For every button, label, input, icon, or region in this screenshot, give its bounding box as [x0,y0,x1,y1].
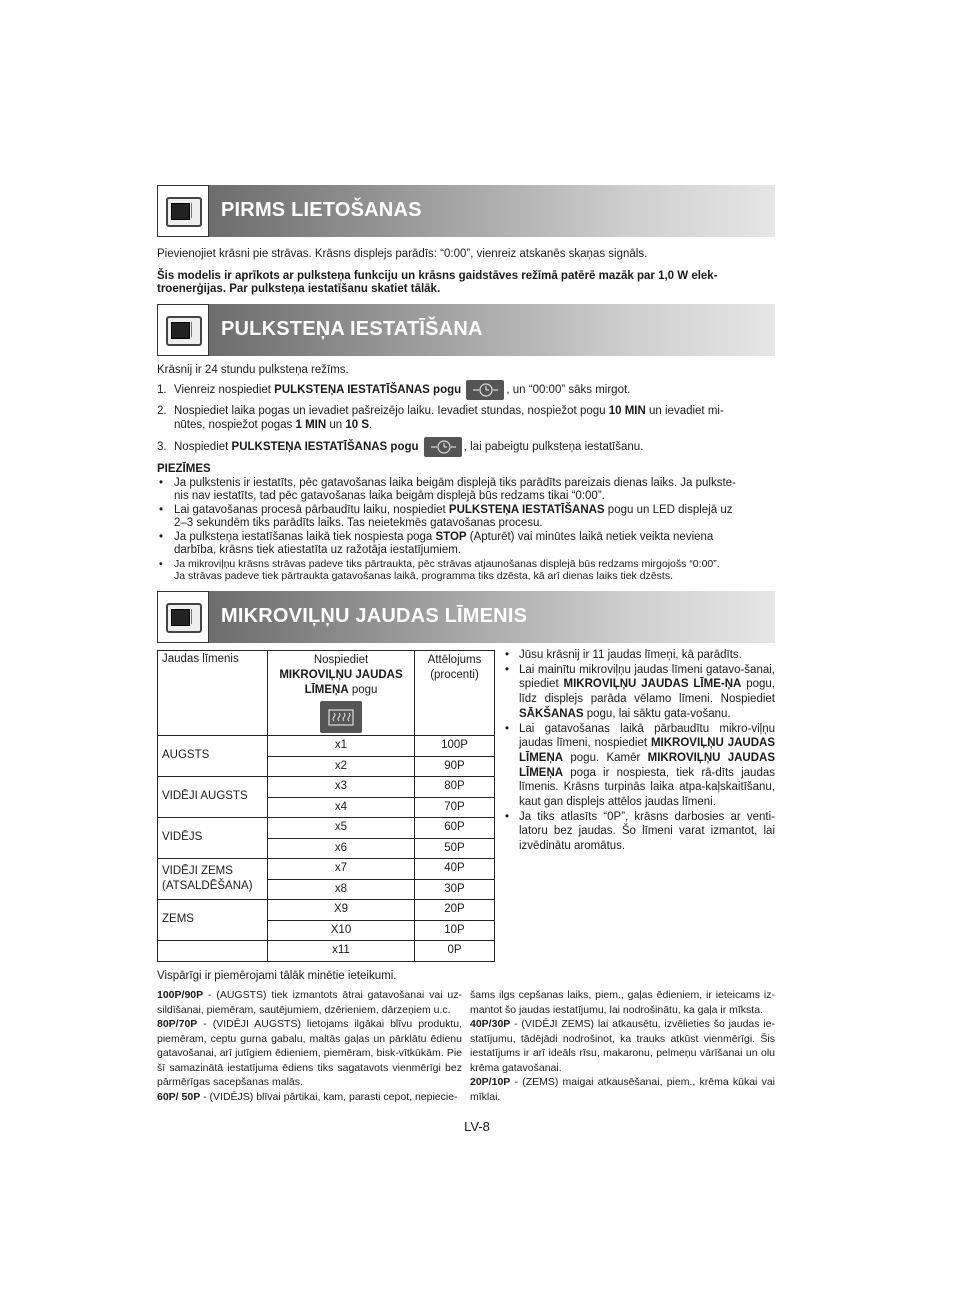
clock-intro: Krāsnij ir 24 stundu pulksteņa režīms. [157,364,349,376]
display-cell: 60P [415,818,495,839]
clock-steps [157,378,775,459]
press-cell: x11 [268,941,415,962]
general-note: Vispārīgi ir piemērojami tālāk minētie ieteikumi. [157,970,397,982]
page-number: LV-8 [464,1119,490,1134]
table-row [158,941,495,962]
power-level-table [157,650,495,962]
microwave-icon [157,185,209,237]
level-cell: VIDĒJI AUGSTS [158,777,268,818]
table-header-row [158,651,495,736]
display-cell: 100P [415,736,495,757]
section-title: PULKSTEŅA IESTATĪŠANA [221,318,483,340]
list-item: • Lai gatavošanas laikā pārbaudītu mikro-viļņu jaudas līmeni, nospiediet MIKROVIĻŅU JAUDAS LĪMEŅA pogu. Kamēr MIKROVIĻŅU JAUDAS LĪMEŅA poga ir nospiesta, tiek rā-dīts jaudas līmenis. Krāsns turpinās laika atpa-kaļskaitīšanu, kaut gan displejs attēlos jaudas līmeni. [505,722,776,809]
list-item: 2. Nospiediet laika pogas un ievadiet pašreizējo laiku. Ievadiet stundas, nospiežot pogu 10 MIN un ievadiet mi- nūtes, nospiežot pogas 1 MIN un 10 S. [157,405,724,431]
recommendations-column-right: šams ilgs cepšanas laiks, piem., gaļas ēdieniem, ir ieteicams iz-mantot šo jaudas iestatījumu, lai nodrošinātu, ka gaļa ir mīksta. 40P/30P - (VIDĒJI ZEMS) lai atkausētu, izvēlieties šo jaudas ie-statījumu, tādējādi nodrošinot, ka trauks atkūst vienmērīgi. Šis iestatījums ir arī ideāls rīsu, makaronu, pelmeņu vārīšanai un olu krēma gatavošanai. 20P/10P - (ZEMS) maigai atkausēšanai, piem., krēma kūkai vai mīklai. [470,989,775,1103]
list-item: 1. Vienreiz nospiediet PULKSTEŅA IESTATĪŠANAS pogu , un “00:00” sāks mirgot. [157,378,775,402]
level-cell: VIDĒJI ZEMS (ATSALDĒŠANA) [158,859,268,900]
header-cell: Nospiediet MIKROVIĻŅU JAUDAS LĪMEŅA pogu [268,651,415,736]
list-item: 3. Nospiediet PULKSTEŅA IESTATĪŠANAS pogu , lai pabeigtu pulksteņa iestatīšanu. [157,435,775,459]
power-level-notes [505,648,775,854]
section-header-power-level [157,591,775,643]
section-title: MIKROVIĻŅU JAUDAS LĪMENIS [221,605,528,627]
display-cell: 20P [415,900,495,921]
level-cell [158,941,268,962]
press-cell: x1 [268,736,415,757]
section-header-before-use [157,185,775,237]
notes-title: PIEZĪMES [157,463,211,475]
clock-button-icon [424,437,462,457]
power-level-button-icon [320,701,362,733]
table-row [158,859,495,880]
display-cell: 90P [415,756,495,777]
table-row [158,900,495,921]
display-cell: 80P [415,777,495,798]
press-cell: x3 [268,777,415,798]
display-cell: 0P [415,941,495,962]
section-title: PIRMS LIETOŠANAS [221,199,422,221]
display-cell: 30P [415,879,495,900]
list-item: • Lai mainītu mikroviļņu jaudas līmeni gatavo-šanai, spiediet MIKROVIĻŅU JAUDAS LĪME-ŅA pogu, līdz displejs parāda vēlamo līmeni. Nospiediet SĀKŠANAS pogu, lai sāktu gata-vošanu. [505,663,775,720]
list-item: • Ja mikroviļņu krāsns strāvas padeve tiks pārtraukta, pēc strāvas atjaunošanas displejā būs redzams mirgojošs “0:00”. Ja strāvas padeve tiek pārtraukta gatavošanas laikā, programma tiks dzēsta, kā arī dienas laiks tiek dzēsts. [159,557,720,582]
press-cell: x5 [268,818,415,839]
press-cell: x2 [268,756,415,777]
display-cell: 40P [415,859,495,880]
list-item: • Jūsu krāsnij ir 11 jaudas līmeņi, kā parādīts. [505,649,742,661]
list-item: • Ja pulksteņa iestatīšanas laikā tiek nospiesta poga STOP (Apturēt) vai minūtes laikā netiek veikta neviena darbība, krāsns tiek atiestatīta uz ražotāja iestatījumiem. [159,530,714,556]
press-cell: X9 [268,900,415,921]
section-header-clock [157,304,775,356]
before-use-text [157,248,775,297]
paragraph: Šis modelis ir aprīkots ar pulksteņa funkciju un krāsns gaidstāves režīmā patērē mazāk par 1,0 W elek- troenerģijas. Par pulksteņa iestatīšanu skatiet tālāk. [157,269,718,295]
press-cell: x7 [268,859,415,880]
paragraph: Pievienojiet krāsni pie strāvas. Krāsns displejs parādīs: “0:00”, vienreiz atskanēs skaņas signāls. [157,248,648,260]
display-cell: 10P [415,920,495,941]
recommendations-column-left: 100P/90P - (AUGSTS) tiek izmantots ātrai gatavošanai vai uz-sildīšanai, piemēram, sautējumiem, dzērieniem, dārzeņiem u.c. 80P/70P - (VIDĒJI AUGSTS) lietojams ilgākai blīvu produktu, piemēram, ceptu gurna gabalu, maltās gaļas un pārklātu ēdienu gatavošanai, arī jutīgiem ēdieniem, piemēram, bisk-vītkūkām. Pie šī samazinātā iestatījuma ēdiens tiks sagatavots vienmērīgi bez pārmērīgas sacepšanas malās. 60P/ 50P - (VIDĒJS) blīvai pārtikai, kam, parasti cepot, nepiecie- [157,989,462,1103]
microwave-icon [157,591,209,643]
level-cell: VIDĒJS [158,818,268,859]
header-cell: Jaudas līmenis [158,651,268,736]
level-cell: ZEMS [158,900,268,941]
table-row [158,736,495,757]
clock-notes [157,463,775,583]
press-cell: X10 [268,920,415,941]
press-cell: x4 [268,797,415,818]
microwave-icon [157,304,209,356]
list-item: • Ja pulkstenis ir iestatīts, pēc gatavošanas laika beigām displejā tiks parādīts pareizais dienas laiks. Ja pulkste- nis nav iestatīts, tad pēc gatavošanas laika beigām displejā būs redzams tikai “0:00”. [159,476,736,502]
press-cell: x6 [268,838,415,859]
list-item: • Lai gatavošanas procesā pārbaudītu laiku, nospiediet PULKSTEŅA IESTATĪŠANAS pogu un LED displejā uz 2–3 sekundēm tiks parādīts laiks. Tas neietekmēs gatavošanas procesu. [159,503,733,529]
display-cell: 70P [415,797,495,818]
list-item: • Ja tiks atlasīts “0P”, krāsns darbosies ar venti-latoru bez jaudas. Šo līmeni varat izmantot, lai izvēdinātu aromātus. [505,810,775,853]
press-cell: x8 [268,879,415,900]
table-row [158,777,495,798]
header-cell: Attēlojums (procenti) [415,651,495,736]
display-cell: 50P [415,838,495,859]
clock-button-icon [466,380,504,400]
table-row [158,818,495,839]
level-cell: AUGSTS [158,736,268,777]
